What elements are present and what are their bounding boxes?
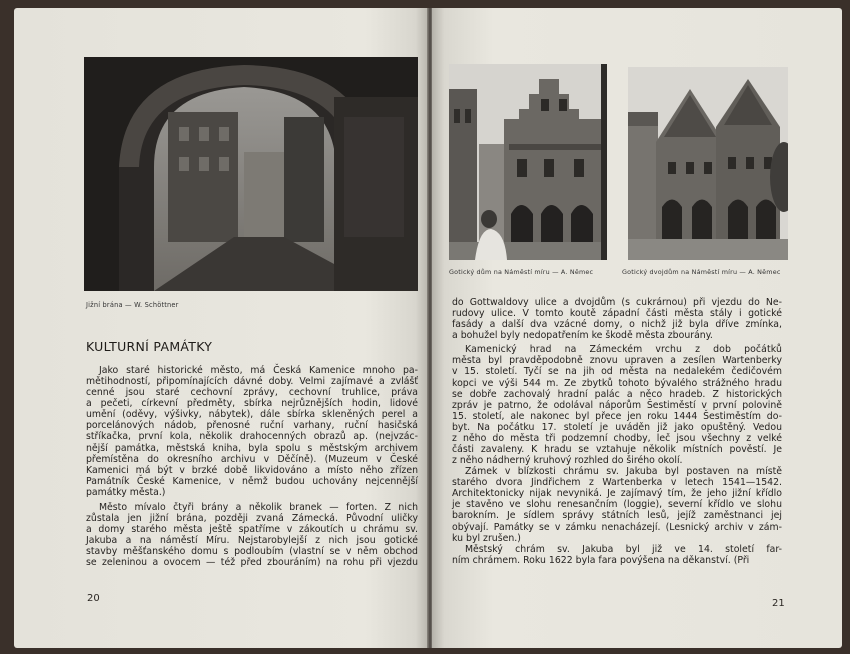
text-line: přemístěna do okresního archivu v Děčíně). (Muzeum v České <box>86 453 418 465</box>
gothic-house-image <box>449 64 607 260</box>
text-line: v 15. století. Tyčí se na jih od města na nedalekém čedičovém <box>452 366 782 378</box>
text-line: se zeleninou a ovocem — též před zbouráním) na rohu při vjezdu <box>86 557 418 569</box>
right-body-text <box>452 297 782 566</box>
text-line: starého dvora Jindřichem z Wartenberka v letech 1541—1542. <box>452 477 782 489</box>
south-gate-image <box>84 57 418 291</box>
text-line: a domy starého města ještě spatříme v zákoutích u chrámu sv. <box>86 524 418 536</box>
text-line: byt. Na počátku 17. století je uváděn již jako opuštěný. Vedou <box>452 421 782 433</box>
text-line: se dobře zachovalý hradní palác a něco hradeb. Z historických <box>452 388 782 400</box>
text-line: ku byl zrušen.) <box>452 532 521 544</box>
text-line: ním chrámem. Roku 1622 byla fara povýšena na děkanství. (Při <box>452 554 750 566</box>
text-line: stavby měšťanského domu s podloubím (vlastní se v něm obchod <box>86 546 418 558</box>
left-body-text <box>86 365 418 568</box>
text-line: Kamenický hrad na Zámeckém vrchu z dob počátků <box>465 344 782 356</box>
text-line: rudovy ulice. V tomto koutě západní části města stály i gotické <box>452 308 782 320</box>
text-line: Městský chrám sv. Jakuba byl již ve 14. století far- <box>465 543 782 555</box>
text-line: 15. století, ale nakonec byl přece jen roku 1444 Šestiměstím do- <box>452 410 782 422</box>
text-line: cenné jsou staré cechovní zprávy, cechovní truhlice, práva <box>86 387 418 399</box>
right-photo-caption-1: Gotický dům na Náměstí míru — A. Němec <box>449 268 594 276</box>
text-line: Zámek v blízkosti chrámu sv. Jakuba byl postaven na místě <box>465 466 782 478</box>
text-line: kopci ve výši 544 m. Ze zbytků tohoto bývalého strážného hradu <box>452 377 782 389</box>
text-line: do Gottwaldovy ulice a dvojdům (s cukrárnou) při vjezdu do Ne- <box>452 297 782 308</box>
text-line: fasády a další dva vzácné domy, o nichž již byla dříve zmínka, <box>452 319 782 331</box>
right-photo-caption-2: Gotický dvojdům na Náměstí míru — A. Němec <box>622 268 781 276</box>
text-line: obývají. Památky se v zámku nenacházejí. (Lesnický archiv v zám- <box>452 521 782 533</box>
text-line: a bohužel byly nedopatřením ke škodě města zbourány. <box>452 330 713 342</box>
text-line: a pečeti, církevní předměty, sbírka nejrůznějších hodin, lidové <box>86 398 418 410</box>
text-line: nější památka, městská kniha, byla spolu s městským archivem <box>86 442 418 454</box>
text-line: z něho do města tři podzemní chodby, leč jsou všechny z velké <box>452 432 782 444</box>
gothic-double-house-image <box>628 67 788 260</box>
text-line: porcelánových nádob, přenosné ruční varhany, ruční hasičská <box>86 420 418 432</box>
text-line: zůstala jen jižní brána, později zvaná Zámecká. Původní uličky <box>86 513 418 525</box>
photo-gothic-double-house <box>628 67 788 260</box>
text-line: Město mívalo čtyři brány a několik branek — forten. Z nich <box>99 501 418 513</box>
page-number-right: 21 <box>772 598 785 609</box>
left-photo-caption: Jižní brána — W. Schöttner <box>86 301 179 309</box>
page-number-left: 20 <box>87 593 100 604</box>
text-line: mětihodností, připomínajících dávné doby. Velmi zajímavé a zvlášť <box>86 376 418 388</box>
text-line: z něho nádherný kruhový rozhled do širého okolí. <box>452 455 683 467</box>
text-line: části zavaleny. K hradu se vztahuje několik místních pověstí. Je <box>452 444 782 456</box>
text-line: Památník České Kamenice, v němž budou uchovány nejcennější <box>86 475 418 487</box>
photo-south-gate <box>84 57 418 291</box>
text-line: barokním. Je sídlem správy státních lesů, jejíž zaměstnanci jej <box>452 510 782 522</box>
text-line: je stavěno ve slohu renesančním (loggie), severní křídlo ve slohu <box>452 499 782 511</box>
text-line: Kamenici má být v brzké době likvidováno a místo něho zřízen <box>86 464 418 476</box>
text-line: Jakuba a na náměstí Míru. Nejstarobylejší z nich jsou gotické <box>86 535 418 547</box>
text-line: památky města.) <box>86 486 166 498</box>
section-heading: KULTURNÍ PAMÁTKY <box>86 339 213 354</box>
text-line: Architektonicky nijak nevyniká. Je zajímavý tím, že jeho jižní křídlo <box>452 488 782 500</box>
text-line: zpráv je patrno, že odolával náporům Šestiměstí v první polovině <box>452 399 782 411</box>
text-line: města byl pravděpodobně znovu upraven a zesílen Wartenberky <box>452 355 782 367</box>
text-line: umění (oděvy, výšivky, nábytek), dále sbírka skleněných perel a <box>86 409 418 421</box>
text-line: Jako staré historické město, má Česká Kamenice mnoho pa- <box>99 365 418 376</box>
text-line: stříkačka, první kola, několik drahocenných obrazů ap. (nejvzác- <box>86 431 418 443</box>
photo-gothic-house <box>449 64 607 260</box>
